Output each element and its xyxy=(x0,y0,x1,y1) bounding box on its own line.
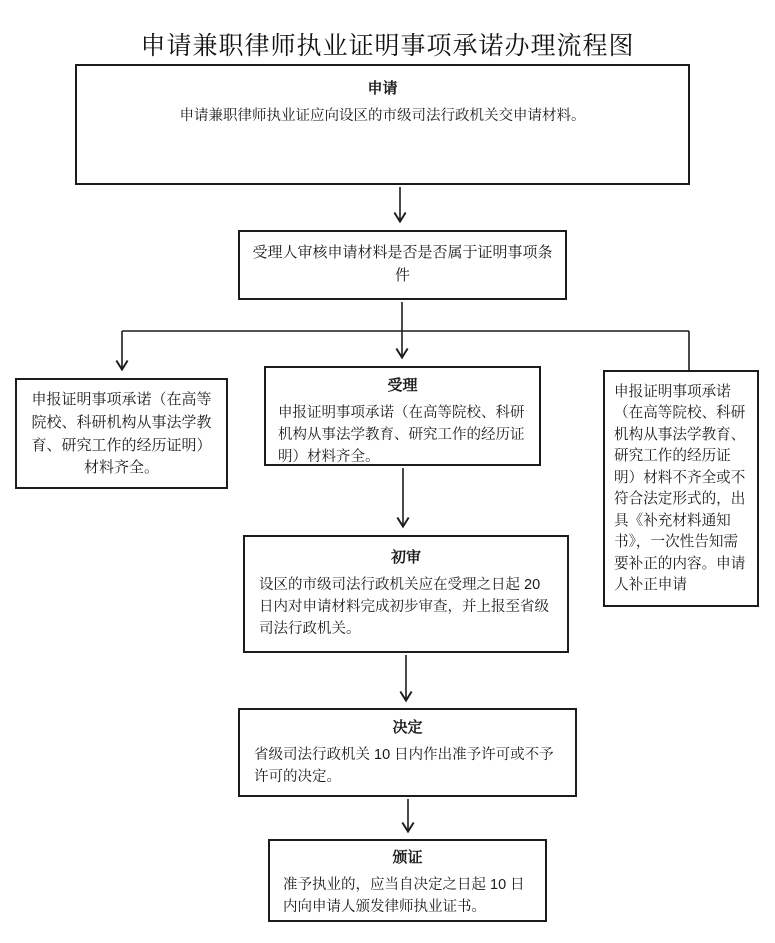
node-materials-incomplete-body: 申报证明事项承诺（在高等院校、科研机构从事法学教育、研究工作的经历证明）材料不齐全或不符合法定形式的，出具《补充材料通知书》，一次性告知需要补正的内容。申请人补正申请 xyxy=(614,384,746,593)
node-accept-heading: 受理 xyxy=(387,377,418,394)
node-issue-certificate-heading: 颁证 xyxy=(392,849,423,866)
node-apply-body: 申请兼职律师执业证应向设区的市级司法行政机关交申请材料。 xyxy=(179,107,586,124)
node-apply-heading: 申请 xyxy=(367,80,398,97)
page-title: 申请兼职律师执业证明事项承诺办理流程图 xyxy=(140,32,635,60)
flow-node-check xyxy=(238,230,567,300)
flow-node-accept xyxy=(264,366,541,466)
flow-node-decision xyxy=(238,708,577,797)
node-decision-body: 省级司法行政机关 10 日内作出准予许可或不予许可的决定。 xyxy=(254,746,554,785)
node-preliminary-review-body: 设区的市级司法行政机关应在受理之日起 20 日内对申请材料完成初步审查，并上报至省级司法行政机关。 xyxy=(259,576,549,637)
node-accept-body: 申报证明事项承诺（在高等院校、科研机构从事法学教育、研究工作的经历证明）材料齐全。 xyxy=(278,404,525,465)
flow-node-materials-complete xyxy=(15,378,228,489)
flow-node-preliminary-review xyxy=(243,535,569,653)
flow-node-apply xyxy=(75,64,690,185)
node-preliminary-review-heading: 初审 xyxy=(390,549,421,566)
node-check-body: 受理人审核申请材料是否是否属于证明事项条件 xyxy=(252,244,553,284)
node-decision-heading: 决定 xyxy=(392,719,423,736)
node-materials-complete-body: 申报证明事项承诺（在高等院校、科研机构从事法学教育、研究工作的经历证明）材料齐全。 xyxy=(31,391,212,477)
flow-node-issue-certificate xyxy=(268,839,547,922)
node-issue-certificate-body: 准予执业的，应当自决定之日起 10 日内向申请人颁发律师执业证书。 xyxy=(283,876,525,915)
flow-node-materials-incomplete xyxy=(603,370,759,607)
